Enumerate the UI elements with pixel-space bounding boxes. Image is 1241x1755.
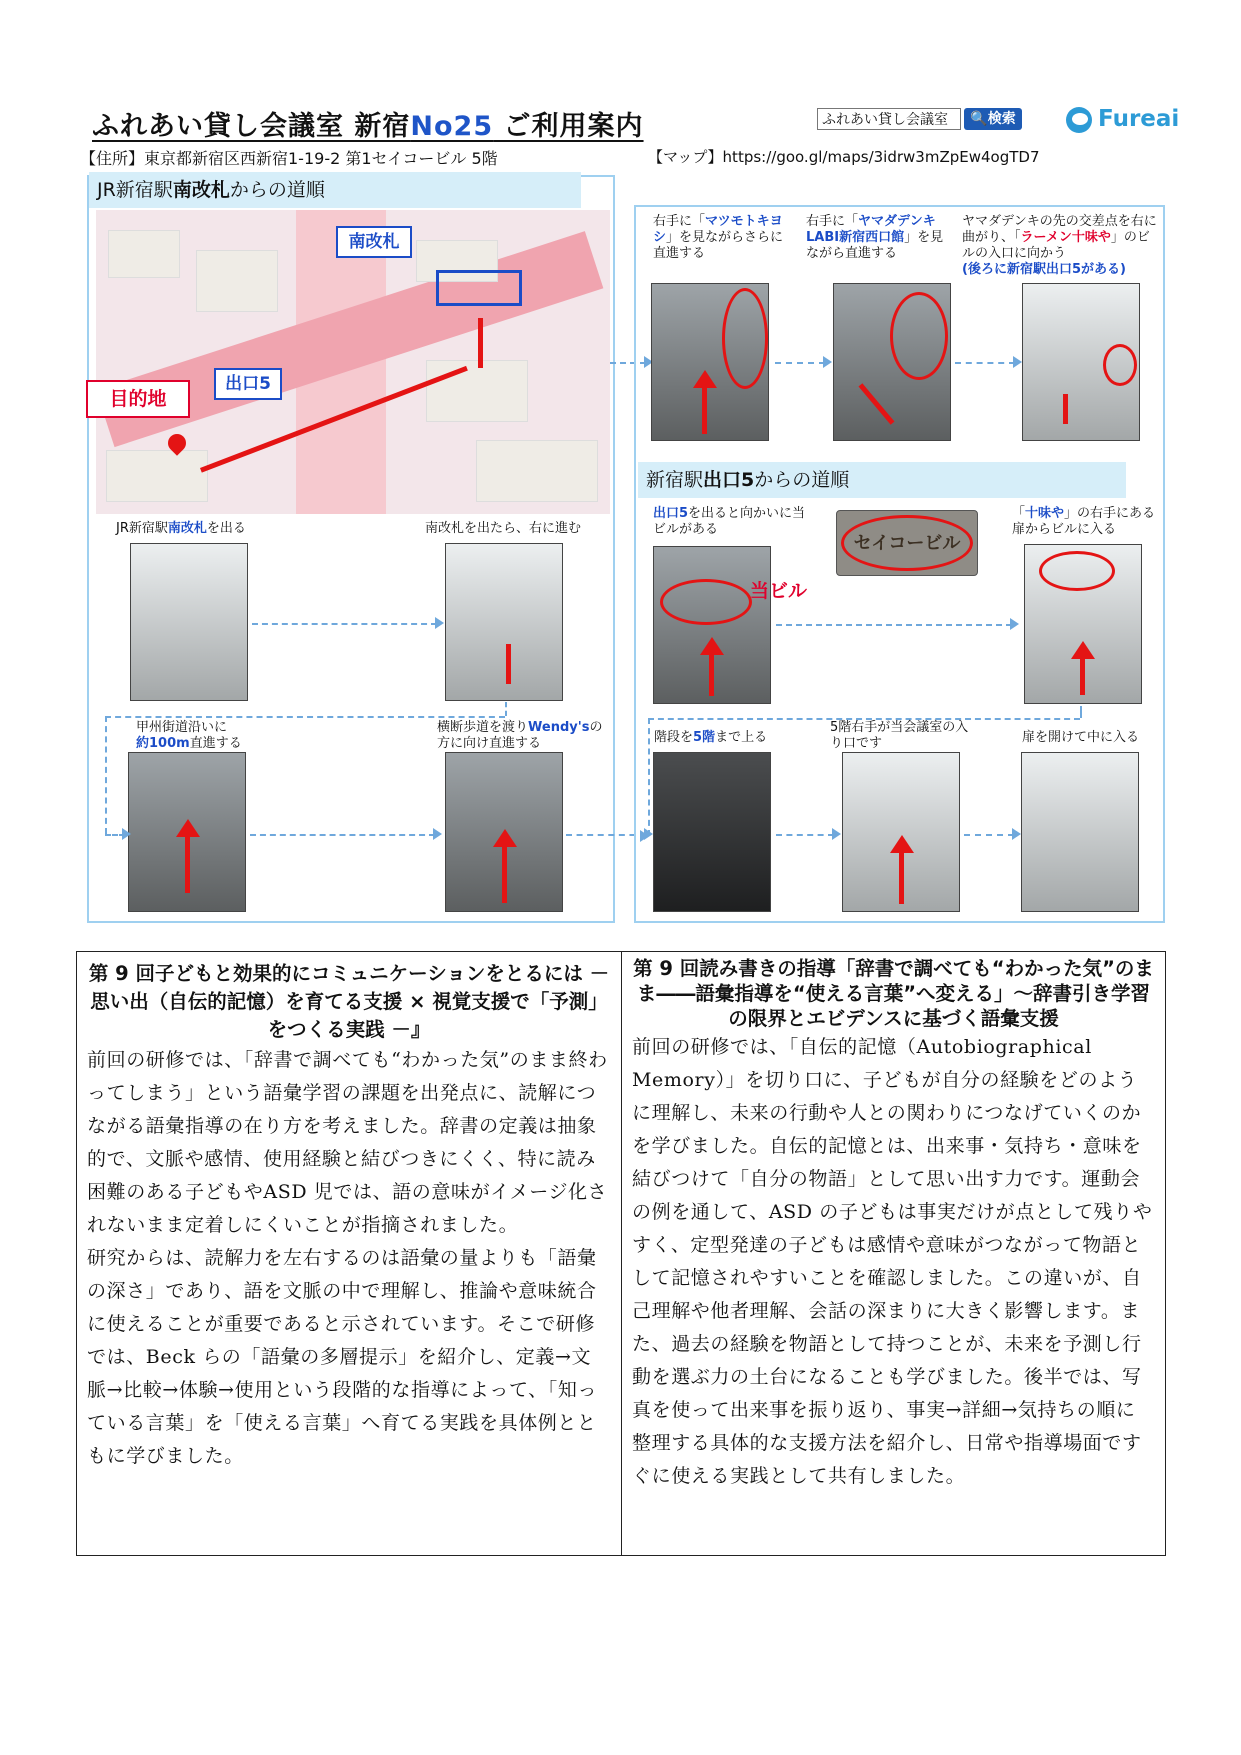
step-caption: 階段を5階まで上る bbox=[654, 730, 768, 745]
address: 【住所】東京都新宿区西新宿1-19-2 第1セイコービル 5階 bbox=[80, 149, 498, 168]
south-gate-marker bbox=[436, 270, 522, 306]
step-caption: 横断歩道を渡りWendy'sの方に向け直進する bbox=[437, 720, 603, 751]
article-title: 第 9 回読み書きの指導「辞書で調べても“わかった気”のまま――語彙指導を“使える言葉”へ変える」～辞書引き学習の限界とエビデンスに基づく語彙支援 bbox=[633, 957, 1154, 1030]
photo-south-gate bbox=[130, 543, 248, 701]
photo-stairs bbox=[653, 752, 771, 912]
article-right bbox=[622, 952, 1165, 1555]
left-panel-heading: JR新宿駅南改札からの道順 bbox=[89, 172, 581, 208]
photo-yamada-denki bbox=[833, 283, 951, 441]
search-button[interactable]: 🔍検索 bbox=[964, 108, 1022, 130]
photo-exit5 bbox=[653, 546, 771, 704]
photo-building-entrance bbox=[1024, 544, 1142, 704]
photo-5f-entrance bbox=[842, 752, 960, 912]
page-title: ふれあい貸し会議室 新宿No25 ご利用案内 bbox=[92, 111, 644, 142]
article-body: 前回の研修では、「辞書で調べても“わかった気”のまま終わってしまう」という語彙学習の課題を出発点に、読解につながる語彙指導の在り方を考えました。辞書の定義は抽象的で、文脈や感情、使用経験と結びつきにくく、特に読み困難のある子どもやASD 児では、語の意味がイメージ化されないまま定着しにくいことが指摘されました。 bbox=[87, 1049, 608, 1236]
photo-crosswalk bbox=[445, 752, 563, 912]
map-label-exit5: 出口5 bbox=[214, 368, 282, 400]
photo-meeting-room-door bbox=[1021, 752, 1139, 912]
article-title: 第 9 回子どもと効果的にコミュニケーションをとるには － 思い出（自伝的記憶）を育てる支援 × 視覚支援で「予測」をつくる実践 －』 bbox=[88, 962, 610, 1041]
right-panel-heading: 新宿駅出口5からの道順 bbox=[638, 462, 1126, 498]
map-link[interactable]: 【マップ】https://goo.gl/maps/3idrw3mZpEw4ogTD7 bbox=[648, 148, 1040, 166]
logo-text: Fureai bbox=[1098, 106, 1180, 132]
building-sign-text: セイコービル bbox=[853, 533, 961, 554]
step-caption: 扉を開けて中に入る bbox=[1022, 730, 1140, 745]
this-building-mark: 当ビル bbox=[750, 580, 808, 602]
step-caption: JR新宿駅南改札を出る bbox=[116, 521, 246, 536]
step-caption: 5階右手が当会議室の入り口です bbox=[830, 720, 969, 751]
articles-table bbox=[76, 951, 1166, 1556]
step-caption: 右手に「ヤマダデンキLABI新宿西口館」を見ながら直進する bbox=[806, 214, 944, 261]
article-body: 前回の研修では、「自伝的記憶（Autobiographical Memory）」を切り口に、子どもが自分の経験をどのように理解し、未来の行動や人との関わりにつなげていくのかを学びました。自伝的記憶とは、出来事・気持ち・意味を結びつけて「自分の物語」として思い出す力です。運動会の例を通して、ASD の子どもは事実だけが点として残りやすく、定型発達の子どもは感情や意味がつながって物語として記憶されやすいことを確認しました。この違いが、自己理解や他者理解、会話の深まりに大きく影響します。また、過去の経験を物語として持つことが、未来を予測し行動を選ぶ力の土台になることも学びました。後半では、写真を使って出来事を振り返り、事実→詳細→気持ちの順に整理する具体的な支援方法を紹介し、日常や指導場面ですぐに使える実践として共有しました。 bbox=[632, 1036, 1153, 1487]
step-caption: 甲州街道沿いに 約100m直進する bbox=[136, 720, 242, 751]
search-input[interactable]: ふれあい貸し会議室 bbox=[817, 108, 961, 130]
photo-ramen-jumiya bbox=[1022, 283, 1140, 441]
fureai-logo-icon bbox=[1066, 107, 1092, 133]
map-label-south-gate: 南改札 bbox=[336, 226, 412, 258]
step-caption: 「十味や」の右手にある扉からビルに入る bbox=[1012, 506, 1156, 537]
building-sign-photo bbox=[836, 510, 978, 576]
article-body-2: 研究からは、読解力を左右するのは語彙の量よりも「語彙の深さ」であり、語を文脈の中で理解し、推論や意味統合に使えることが重要であると示されています。そこで研修では、Beck らの「語彙の多層提示」を紹介し、定義→文脈→比較→体験→使用という段階的な指導によって、「知っている言葉」を「使える言葉」へ育てる実践を具体例とともに学びました。 bbox=[87, 1247, 598, 1467]
step-caption: 南改札を出たら、右に進む bbox=[425, 521, 582, 536]
photo-koshu-kaido bbox=[128, 752, 246, 912]
article-left bbox=[77, 952, 622, 1555]
photo-matsumoto-kiyoshi bbox=[651, 283, 769, 441]
map-label-destination: 目的地 bbox=[86, 380, 190, 418]
photo-turn-right bbox=[445, 543, 563, 701]
step-caption: ヤマダデンキの先の交差点を右に曲がり、「ラーメン十味や」のビルの入口に向かう (後ろに新宿駅出口5がある) bbox=[962, 214, 1157, 277]
step-caption: 右手に「マツモトキヨシ」を見ながらさらに直進する bbox=[653, 214, 784, 261]
step-caption: 出口5を出ると向かいに当ビルがある bbox=[653, 506, 806, 537]
route-line-segment bbox=[478, 318, 483, 368]
